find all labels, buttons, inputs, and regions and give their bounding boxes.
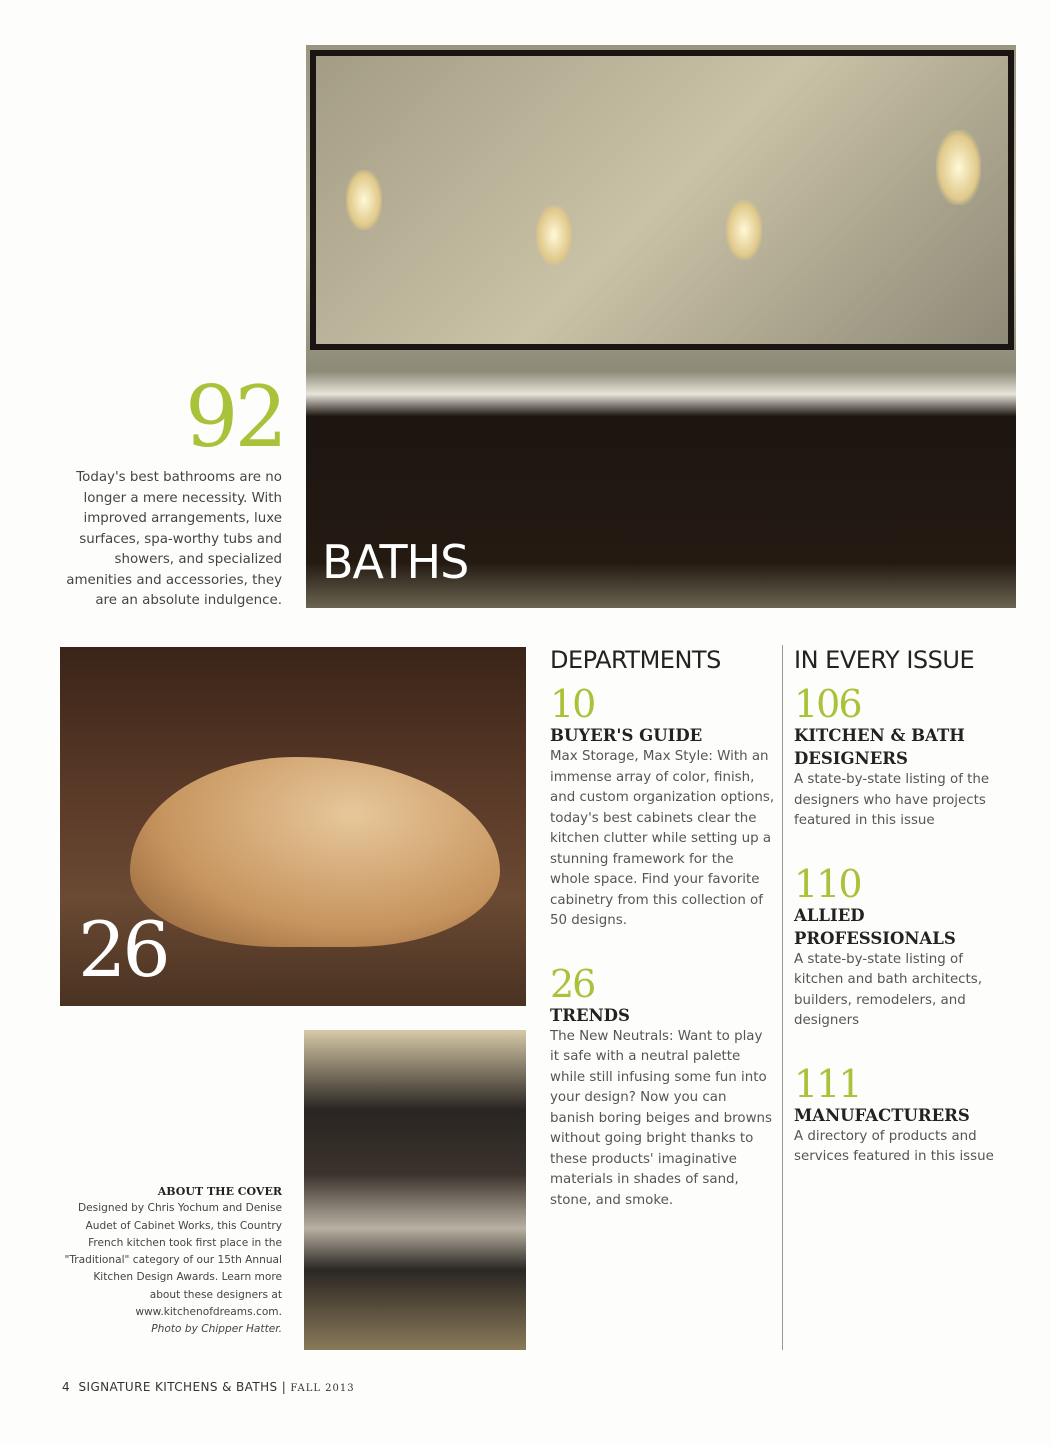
entry-title: ALLIED PROFESSIONALS — [794, 905, 956, 948]
column-divider — [782, 645, 783, 1350]
entry-text: A directory of products and services featured in this issue — [794, 1128, 994, 1164]
feature-label: BATHS — [322, 535, 469, 589]
entry-page: 26 — [550, 961, 595, 1006]
entry-text: A state-by-state listing of kitchen and bath architects, builders, remodelers, and designers — [794, 951, 983, 1028]
footer-separator: | — [281, 1380, 287, 1394]
toc-entry[interactable] — [794, 1061, 1014, 1168]
feature-intro: Today's best bathrooms are no longer a mere necessity. With improved arrangements, luxe surfaces, spa-worthy tubs and showers, and specialized amenities and accessories, they are an absolute indulgence. — [66, 470, 282, 608]
magazine-name: SIGNATURE KITCHENS & BATHS — [78, 1380, 278, 1394]
departments-column — [550, 646, 775, 1211]
about-the-cover — [60, 1183, 282, 1339]
entry-page: 10 — [550, 682, 595, 726]
entry-page: 110 — [794, 861, 861, 906]
tub-page-number: 26 — [78, 905, 167, 994]
page-footer — [62, 1380, 355, 1394]
page-number: 4 — [62, 1380, 71, 1394]
bathroom-photo — [306, 45, 1016, 608]
cover-kitchen-photo — [304, 1030, 526, 1350]
entry-page: 111 — [794, 1061, 861, 1106]
every-issue-heading: IN EVERY ISSUE — [794, 646, 975, 674]
cover-text: Designed by Chris Yochum and Denise Audet of Cabinet Works, this Country French kitchen took first place in the "Traditional" category of our 15th Annual Kitchen Design Awards. Learn more about these designers at www.kitchenofdreams.com. — [64, 1202, 282, 1319]
chandelier — [726, 200, 762, 260]
toc-entry[interactable] — [794, 684, 1014, 832]
issue-date: FALL 2013 — [290, 1383, 355, 1394]
departments-heading: DEPARTMENTS — [550, 646, 721, 674]
mirror — [310, 50, 1014, 350]
toc-entry[interactable] — [550, 684, 775, 932]
chandelier — [346, 170, 382, 230]
toc-entry[interactable] — [794, 861, 1014, 1032]
photo-credit: Photo by Chipper Hatter. — [151, 1323, 282, 1336]
feature-page-number: 92 — [185, 368, 284, 466]
bathtub — [130, 757, 500, 947]
entry-title: KITCHEN & BATH DESIGNERS — [794, 726, 965, 768]
chandelier — [536, 205, 572, 265]
entry-text: Max Storage, Max Style: With an immense array of color, finish, and custom organization options, today's best cabinets clear the kitchen clutter while setting up a stunning framework for the whole space. Find your favorite cabinetry from this collection of 50 designs. — [550, 749, 775, 928]
entry-title: BUYER'S GUIDE — [550, 726, 703, 745]
entry-title: TRENDS — [550, 1005, 630, 1025]
entry-page: 106 — [794, 682, 861, 726]
entry-title: MANUFACTURERS — [794, 1105, 970, 1125]
chandelier — [936, 130, 981, 205]
entry-text: A state-by-state listing of the designers who have projects featured in this issue — [794, 772, 990, 828]
cover-heading: ABOUT THE COVER — [157, 1185, 282, 1198]
toc-entry[interactable] — [550, 961, 775, 1212]
every-issue-column — [794, 646, 1014, 1168]
entry-text: The New Neutrals: Want to play it safe with a neutral palette while still infusing some fun into your design? Now you can banish boring beiges and browns without going bright thanks to these products' imaginative materials in shades of sand, stone, and smoke. — [550, 1028, 772, 1208]
